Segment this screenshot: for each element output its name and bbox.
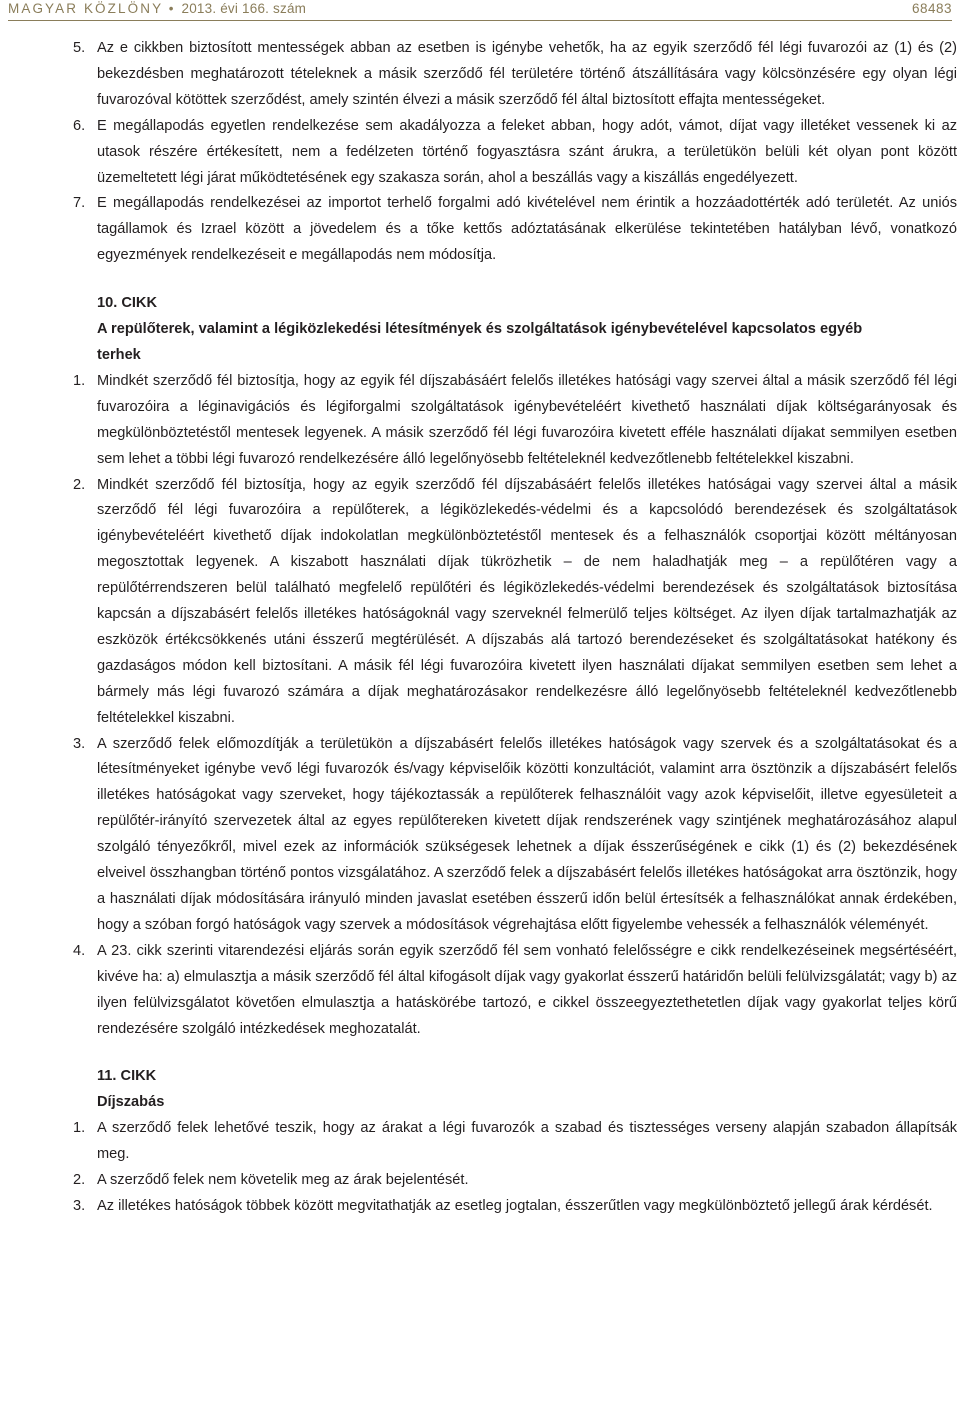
paragraph-text: E megállapodás rendelkezései az importot terhelő forgalmi adó kivételével nem érintik a hozzáadottérték adó területét. Az uniós tagállamok és Izrael között a jövedelem és a tőke kettős adóztatásának elkerülése tekintetében hatályban lévő, vonatkozó egyezmények rendelkezéseit e megállapodás nem módosítja. [97, 195, 957, 264]
paragraph-number: 7. [73, 195, 86, 212]
article-10-paragraph-1 [0, 369, 960, 473]
paragraph-number: 2. [73, 476, 86, 493]
paragraph-text: A 23. cikk szerinti vitarendezési eljárás során egyik szerződő fél sem vonható felelősségre e cikk rendelkezéseinek megsértéséért, kivéve ha: a) elmulasztja a másik szerződő fél által kifogásolt díjak vagy gyakorlat ésszerű határidőn belüli felülvizsgálatát; vagy b) az ilyen felülvizsgálatot követően elmulasztja a hatáskörébe tartozó, e cikkel összeegyeztethetetlen díjak vagy gyakorlat teljes körű rendezésére szolgáló intézkedések meghozatalát. [97, 942, 957, 1037]
paragraph-number: 4. [73, 942, 86, 959]
bullet-separator: • [168, 1, 176, 16]
article-11-paragraph-1 [0, 1116, 960, 1168]
paragraph-number: 3. [73, 735, 86, 752]
page-header [8, 0, 952, 17]
spacer [0, 1042, 960, 1064]
paragraph-text: A szerződő felek lehetővé teszik, hogy az árakat a légi fuvarozók a szabad és tisztességes verseny alapján szabadon állapítsák meg. [97, 1120, 957, 1163]
paragraph-text: Mindkét szerződő fél biztosítja, hogy az egyik szerződő fél díjszabásáért felelős illetékes hatóságai vagy szervei által a másik szerződő fél légi fuvarozóira a repülőterek, a légiközlekedés-védelmi és a kapcsolódó berendezések és szolgáltatások igénybevételéért kivethető díjak indokolatlan megkülönböztetéstől mentesek és a felhasználók csoportjai között méltányosan megosztottak legyenek. A kiszabott használati díjak tükrözhetik – de nem haladhatják meg – a repülőtéren vagy a repülőtérrendszeren belül található megfelelő repülőtéri és légiközlekedés-védelmi berendezések és szolgáltatások biztosítása kapcsán a díjszabásért felelős illetékes hatóságoknál vagy szerveknél felmerülő teljes költséget. Az ilyen díjak tartalmazhatják az eszközök értékcsökkenés utáni ésszerű megtérülését. A díjszabás alá tartozó berendezéseket és szolgáltatásokat hatékony és gazdaságos módon kell biztosítani. A másik fél légi fuvarozóira kivetett ilyen használati díjakat semmilyen esetben sem lehet a bármely más légi fuvarozó számára a díjak meghatározásakor rendelkezésre álló legelőnyösebb feltételeknél kedvezőtlenebb feltételekkel kiszabni. [97, 476, 957, 726]
paragraph-number: 1. [73, 372, 86, 389]
paragraph-text: Mindkét szerződő fél biztosítja, hogy az egyik fél díjszabásáért felelős illetékes hatósági vagy szervei által a másik szerződő fél légi fuvarozóira a léginavigációs és légiforgalmi szolgáltatások igénybevételéért kivethető használati díjak költségarányosak és megkülönböztetéstől mentesek legyenek. A másik szerződő fél légi fuvarozóira kivetett efféle használati díjakat semmilyen esetben sem lehet a többi légi fuvarozó rendelkezésére álló legelőnyösebb feltételeknél kedvezőtlenebb feltételekkel kiszabni. [97, 372, 957, 467]
article-10-paragraph-3 [0, 732, 960, 939]
article-11-title: Díjszabás [97, 1094, 165, 1111]
header-publication-line [8, 0, 306, 17]
article-10-paragraph-4 [0, 939, 960, 1043]
paragraph-number: 2. [73, 1172, 86, 1189]
paragraph-text: A szerződő felek előmozdítják a területükön a díjszabásért felelős illetékes hatóságok vagy szervek és a szolgáltatásokat és a létesítményeket igénybe vevő légi fuvarozók és/vagy képviselőik közötti konzultációt, valamint arra ösztönzik a díjszabásért felelős illetékes hatóságokat vagy szerveket, hogy tájékoztassák a repülőterek felhasználóit vagy azok képviselőit, illetve egyesületeit a repülőtér-irányító szervezetek által az egyes repülőtereken kivetett díjak rendszerének vagy szintjének meghatározásához alapul szolgáló tényezőkről, mivel ezek az információk szükségesek lehetnek a díjak ésszerűségének e cikk (1) és (2) bekezdésének elveivel összhangban történő pontos vizsgálatához. A szerződő felek a díjszabásért felelős illetékes hatóságokat arra ösztönzik, hogy a használati díjak módosítására irányuló minden javaslat esetében ésszerű időn belül értesítsék a felhasználókat annak érdekében, hogy a szóban forgó hatóságok vagy szervek a módosítások végrehajtása előtt figyelembe vehessék a felhasználók véleményét. [97, 735, 957, 933]
header-rule [8, 20, 952, 21]
paragraph-number: 3. [73, 1197, 86, 1214]
paragraph-text: E megállapodás egyetlen rendelkezése sem akadályozza a feleket abban, hogy adót, vámot, díjat vagy illetéket vessenek ki az utasok részére értékesített, nem a fedélzeten történő fogyasztásra szánt árukra, a területükön belüli két olyan pont között üzemeltetett légi járat működtetésének egy szakasza során, ahol a beszállás vagy a kiszállás engedélyezett. [97, 117, 957, 186]
paragraph-number: 6. [73, 117, 86, 134]
article-11-paragraph-2 [0, 1168, 960, 1194]
spacer [0, 269, 960, 291]
article-10-paragraph-2 [0, 473, 960, 732]
paragraph-number: 1. [73, 1120, 86, 1137]
document-body [0, 36, 960, 1220]
paragraph-text: Az e cikkben biztosított mentességek abban az esetben is igénybe vehetők, ha az egyik szerződő fél légi fuvarozói az (1) és (2) bekezdésben meghatározott tételeknek a másik szerződő fél területére történő átszállítására vagy kölcsönzésére egy olyan légi fuvarozóval kötöttek szerződést, amely szintén élvezi a másik szerződő fél által biztosított effajta mentességeket. [97, 40, 957, 108]
article-11-heading: 11. CIKK [97, 1068, 157, 1085]
paragraph-number: 5. [73, 40, 86, 56]
paragraph-5 [0, 36, 960, 114]
article-11-paragraph-3 [0, 1194, 960, 1220]
issue-number: 2013. évi 166. szám [181, 1, 307, 16]
paragraph-7 [0, 191, 960, 269]
paragraph-6 [0, 114, 960, 192]
article-10-heading: 10. CIKK [97, 295, 158, 312]
paragraph-text: A szerződő felek nem követelik meg az árak bejelentését. [97, 1172, 469, 1189]
paragraph-text: Az illetékes hatóságok többek között megvitathatják az esetleg jogtalan, ésszerűtlen vagy megkülönböztető jellegű árak kérdését. [97, 1197, 933, 1214]
article-10-title: A repülőterek, valamint a légiközlekedési létesítmények és szolgáltatások igénybevételével kapcsolatos egyéb terhek [97, 321, 863, 363]
publication-name: MAGYAR KÖZLÖNY [8, 1, 163, 16]
page-number: 68483 [911, 1, 952, 16]
